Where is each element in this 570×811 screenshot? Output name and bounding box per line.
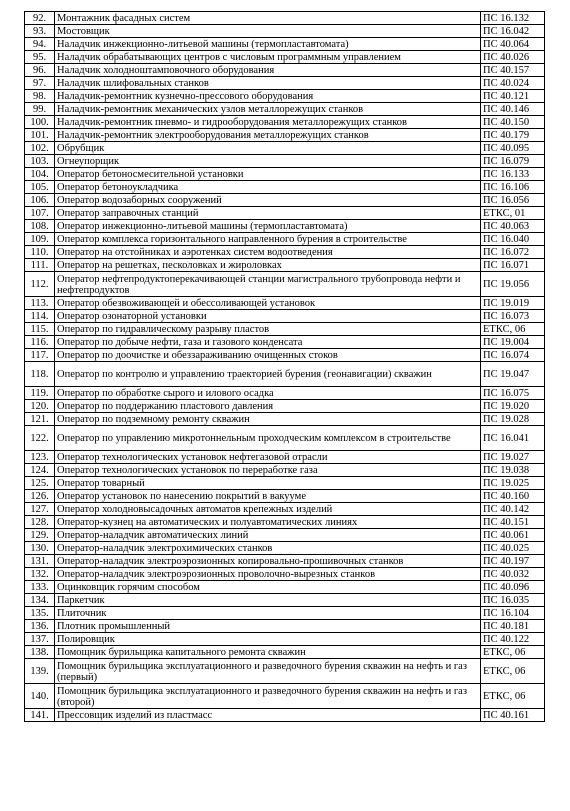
table-row (25, 503, 545, 516)
professions-table (24, 11, 545, 722)
table-row (25, 387, 545, 400)
table-row (25, 51, 545, 64)
row-number: 98. (25, 90, 55, 103)
row-number: 127. (25, 503, 55, 516)
row-number: 112. (25, 272, 55, 297)
profession-name: Оператор-наладчик электроэрозионных копировально-прошивочных станков (55, 555, 481, 568)
profession-name: Мостовщик (55, 25, 481, 38)
profession-name: Наладчик инжекционно-литьевой машины (термопластавтомата) (55, 38, 481, 51)
row-number: 141. (25, 709, 55, 722)
row-number: 118. (25, 362, 55, 387)
profession-name: Монтажник фасадных систем (55, 12, 481, 25)
standard-code: ПС 40.197 (481, 555, 545, 568)
row-number: 114. (25, 310, 55, 323)
table-row (25, 25, 545, 38)
table-row (25, 400, 545, 413)
standard-code: ПС 16.056 (481, 194, 545, 207)
standard-code: ПС 16.073 (481, 310, 545, 323)
profession-name: Помощник бурильщика эксплуатационного и разведочного бурения скважин на нефть и газ (первый) (55, 659, 481, 684)
table-row (25, 633, 545, 646)
standard-code: ПС 40.160 (481, 490, 545, 503)
table-row (25, 426, 545, 451)
standard-code: ПС 19.019 (481, 297, 545, 310)
row-number: 94. (25, 38, 55, 51)
row-number: 104. (25, 168, 55, 181)
table-row (25, 233, 545, 246)
table-row (25, 362, 545, 387)
standard-code: ПС 16.104 (481, 607, 545, 620)
standard-code: ПС 40.061 (481, 529, 545, 542)
profession-name: Наладчик шлифовальных станков (55, 77, 481, 90)
row-number: 102. (25, 142, 55, 155)
profession-name: Оператор озонаторной установки (55, 310, 481, 323)
standard-code: ПС 40.179 (481, 129, 545, 142)
row-number: 99. (25, 103, 55, 116)
profession-name: Оператор на отстойниках и аэротенках систем водоотведения (55, 246, 481, 259)
row-number: 103. (25, 155, 55, 168)
table-row (25, 516, 545, 529)
table-row (25, 620, 545, 633)
standard-code: ПС 19.020 (481, 400, 545, 413)
profession-name: Оператор водозаборных сооружений (55, 194, 481, 207)
profession-name: Оператор заправочных станций (55, 207, 481, 220)
row-number: 138. (25, 646, 55, 659)
standard-code: ПС 16.133 (481, 168, 545, 181)
table-row (25, 168, 545, 181)
table-row (25, 451, 545, 464)
table-row (25, 246, 545, 259)
standard-code: ПС 40.121 (481, 90, 545, 103)
profession-name: Оператор по поддержанию пластового давления (55, 400, 481, 413)
profession-name: Наладчик обрабатывающих центров с числовым программным управлением (55, 51, 481, 64)
row-number: 119. (25, 387, 55, 400)
table-row (25, 181, 545, 194)
standard-code: ПС 40.157 (481, 64, 545, 77)
table-row (25, 413, 545, 426)
table-row (25, 684, 545, 709)
table-row (25, 709, 545, 722)
standard-code: ПС 19.028 (481, 413, 545, 426)
standard-code: ПС 40.146 (481, 103, 545, 116)
row-number: 136. (25, 620, 55, 633)
row-number: 126. (25, 490, 55, 503)
row-number: 140. (25, 684, 55, 709)
standard-code: ПС 19.056 (481, 272, 545, 297)
table-row (25, 490, 545, 503)
standard-code: ПС 40.150 (481, 116, 545, 129)
table-row (25, 646, 545, 659)
document-page (24, 11, 544, 722)
table-row (25, 272, 545, 297)
row-number: 131. (25, 555, 55, 568)
standard-code: ЕТКС, 01 (481, 207, 545, 220)
table-row (25, 336, 545, 349)
row-number: 113. (25, 297, 55, 310)
standard-code: ЕТКС, 06 (481, 323, 545, 336)
standard-code: ПС 40.032 (481, 568, 545, 581)
standard-code: ПС 40.151 (481, 516, 545, 529)
row-number: 122. (25, 426, 55, 451)
row-number: 110. (25, 246, 55, 259)
standard-code: ПС 16.074 (481, 349, 545, 362)
profession-name: Плотник промышленный (55, 620, 481, 633)
profession-name: Наладчик-ремонтник кузнечно-прессового оборудования (55, 90, 481, 103)
profession-name: Оператор-наладчик электроэрозионных проволочно-вырезных станков (55, 568, 481, 581)
standard-code: ПС 40.025 (481, 542, 545, 555)
row-number: 111. (25, 259, 55, 272)
table-row (25, 542, 545, 555)
standard-code: ПС 40.181 (481, 620, 545, 633)
standard-code: ПС 16.071 (481, 259, 545, 272)
table-row (25, 155, 545, 168)
standard-code: ПС 16.042 (481, 25, 545, 38)
row-number: 132. (25, 568, 55, 581)
table-row (25, 64, 545, 77)
table-row (25, 607, 545, 620)
profession-name: Полировщик (55, 633, 481, 646)
profession-name: Помощник бурильщика эксплуатационного и разведочного бурения скважин на нефть и газ (второй) (55, 684, 481, 709)
standard-code: ПС 16.041 (481, 426, 545, 451)
standard-code: ПС 40.026 (481, 51, 545, 64)
table-row (25, 77, 545, 90)
standard-code: ПС 16.075 (481, 387, 545, 400)
table-row (25, 555, 545, 568)
standard-code: ПС 40.024 (481, 77, 545, 90)
standard-code: ПС 19.004 (481, 336, 545, 349)
profession-name: Обрубщик (55, 142, 481, 155)
standard-code: ПС 16.035 (481, 594, 545, 607)
standard-code: ПС 19.047 (481, 362, 545, 387)
table-row (25, 38, 545, 51)
row-number: 123. (25, 451, 55, 464)
row-number: 135. (25, 607, 55, 620)
profession-name: Оператор по добыче нефти, газа и газового конденсата (55, 336, 481, 349)
standard-code: ЕТКС, 06 (481, 684, 545, 709)
row-number: 101. (25, 129, 55, 142)
row-number: 97. (25, 77, 55, 90)
standard-code: ПС 40.142 (481, 503, 545, 516)
table-row (25, 310, 545, 323)
profession-name: Оператор товарный (55, 477, 481, 490)
table-row (25, 349, 545, 362)
standard-code: ПС 40.122 (481, 633, 545, 646)
profession-name: Паркетчик (55, 594, 481, 607)
row-number: 93. (25, 25, 55, 38)
table-row (25, 581, 545, 594)
row-number: 107. (25, 207, 55, 220)
table-row (25, 194, 545, 207)
row-number: 115. (25, 323, 55, 336)
standard-code: ПС 16.040 (481, 233, 545, 246)
row-number: 137. (25, 633, 55, 646)
row-number: 109. (25, 233, 55, 246)
profession-name: Оператор инжекционно-литьевой машины (термопластавтомата) (55, 220, 481, 233)
profession-name: Огнеупорщик (55, 155, 481, 168)
row-number: 108. (25, 220, 55, 233)
table-row (25, 477, 545, 490)
standard-code: ПС 40.064 (481, 38, 545, 51)
standard-code: ПС 19.038 (481, 464, 545, 477)
profession-name: Оператор по гидравлическому разрыву пластов (55, 323, 481, 336)
profession-name: Оператор технологических установок по переработке газа (55, 464, 481, 477)
profession-name: Оператор по доочистке и обеззараживанию очищенных стоков (55, 349, 481, 362)
profession-name: Оператор нефтепродуктоперекачивающей станции магистрального трубопровода нефти и нефтепродуктов (55, 272, 481, 297)
table-row (25, 12, 545, 25)
row-number: 105. (25, 181, 55, 194)
profession-name: Оператор-наладчик электрохимических станков (55, 542, 481, 555)
profession-name: Наладчик-ремонтник пневмо- и гидрооборудования металлорежущих станков (55, 116, 481, 129)
row-number: 106. (25, 194, 55, 207)
row-number: 96. (25, 64, 55, 77)
profession-name: Прессовщик изделий из пластмасс (55, 709, 481, 722)
row-number: 95. (25, 51, 55, 64)
table-row (25, 529, 545, 542)
table-row (25, 220, 545, 233)
profession-name: Оператор комплекса горизонтального направленного бурения в строительстве (55, 233, 481, 246)
standard-code: ПС 16.132 (481, 12, 545, 25)
row-number: 133. (25, 581, 55, 594)
profession-name: Оператор на решетках, песколовках и жироловках (55, 259, 481, 272)
table-row (25, 116, 545, 129)
standard-code: ПС 16.072 (481, 246, 545, 259)
row-number: 139. (25, 659, 55, 684)
profession-name: Оцинковщик горячим способом (55, 581, 481, 594)
row-number: 128. (25, 516, 55, 529)
profession-name: Оператор бетоносмесительной установки (55, 168, 481, 181)
standard-code: ПС 40.096 (481, 581, 545, 594)
profession-name: Оператор установок по нанесению покрытий в вакууме (55, 490, 481, 503)
profession-name: Наладчик-ремонтник электрооборудования металлорежущих станков (55, 129, 481, 142)
table-row (25, 207, 545, 220)
row-number: 129. (25, 529, 55, 542)
standard-code: ПС 16.079 (481, 155, 545, 168)
table-row (25, 323, 545, 336)
profession-name: Оператор по контролю и управлению траекторией бурения (геонавигации) скважин (55, 362, 481, 387)
table-row (25, 103, 545, 116)
row-number: 100. (25, 116, 55, 129)
profession-name: Оператор-кузнец на автоматических и полуавтоматических линиях (55, 516, 481, 529)
table-row (25, 464, 545, 477)
table-row (25, 568, 545, 581)
profession-name: Наладчик-ремонтник механических узлов металлорежущих станков (55, 103, 481, 116)
row-number: 124. (25, 464, 55, 477)
profession-name: Оператор по обработке сырого и илового осадка (55, 387, 481, 400)
profession-name: Оператор по управлению микротоннельным проходческим комплексом в строительстве (55, 426, 481, 451)
row-number: 92. (25, 12, 55, 25)
table-row (25, 659, 545, 684)
row-number: 116. (25, 336, 55, 349)
standard-code: ПС 19.027 (481, 451, 545, 464)
table-row (25, 142, 545, 155)
profession-name: Оператор технологических установок нефтегазовой отрасли (55, 451, 481, 464)
standard-code: ЕТКС, 06 (481, 659, 545, 684)
profession-name: Наладчик холодноштамповочного оборудования (55, 64, 481, 77)
table-row (25, 297, 545, 310)
profession-name: Оператор обезвоживающей и обессоливающей установок (55, 297, 481, 310)
profession-name: Оператор бетоноукладчика (55, 181, 481, 194)
table-row (25, 129, 545, 142)
table-row (25, 90, 545, 103)
standard-code: ПС 16.106 (481, 181, 545, 194)
row-number: 120. (25, 400, 55, 413)
row-number: 134. (25, 594, 55, 607)
standard-code: ПС 40.161 (481, 709, 545, 722)
profession-name: Оператор-наладчик автоматических линий (55, 529, 481, 542)
table-row (25, 259, 545, 272)
standard-code: ПС 40.095 (481, 142, 545, 155)
standard-code: ЕТКС, 06 (481, 646, 545, 659)
profession-name: Оператор холодновысадочных автоматов крепежных изделий (55, 503, 481, 516)
profession-name: Оператор по подземному ремонту скважин (55, 413, 481, 426)
table-body (25, 12, 545, 722)
row-number: 121. (25, 413, 55, 426)
profession-name: Помощник бурильщика капитального ремонта скважин (55, 646, 481, 659)
standard-code: ПС 19.025 (481, 477, 545, 490)
row-number: 125. (25, 477, 55, 490)
row-number: 130. (25, 542, 55, 555)
profession-name: Плиточник (55, 607, 481, 620)
table-row (25, 594, 545, 607)
standard-code: ПС 40.063 (481, 220, 545, 233)
row-number: 117. (25, 349, 55, 362)
